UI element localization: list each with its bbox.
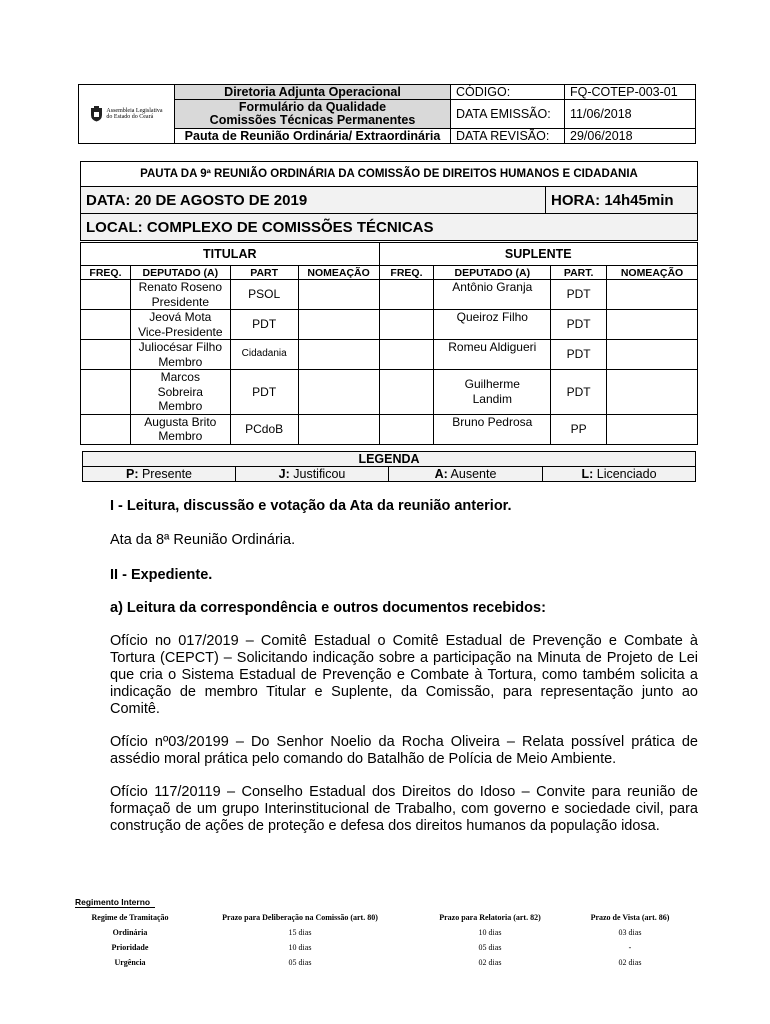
part-cell: Cidadania [230,340,298,370]
suplente-name: Antônio Granja [434,280,551,310]
table-row [81,340,698,370]
legend-key: L: [581,467,594,481]
regimento-cell: 15 dias [288,928,312,937]
regimento-cell: Urgência [114,958,146,967]
table-row [75,925,695,940]
suplente-header: SUPLENTE [379,243,697,266]
part-cell: PDT [230,370,298,415]
nomeacao-cell [607,414,698,444]
freq-cell [81,370,131,415]
legend-item [543,467,696,482]
form-title-line1: Formulário da Qualidade [238,100,387,114]
pauta-title: PAUTA DA 9ª REUNIÃO ORDINÁRIA DA COMISSÃO DE DIREITOS HUMANOS E CIDADANIA [81,162,698,187]
oficio-paragraph-1: Ofício no 017/2019 – Comitê Estadual o Comitê Estadual de Prevenção e Combate à Tortura (CEPCT) – Solicitando indicação sobre a participação na Minuta de Projeto de Lei que cria o Sistema Estadual de Prevenção e Combate à Tortura, como também solicita a indicação de membro Titular e Suplente, da Comissão, para representação junto ao Comitê. [110,633,698,717]
col-part: PART. [551,266,607,280]
deputado-name: Marcos Sobreira [157,370,203,399]
regimento-cell: 05 dias [288,958,312,967]
header-directorate: Diretoria Adjunta Operacional [175,85,451,100]
legend-item [389,467,543,482]
regimento-header: Prazo para Relatoria (art. 82) [439,913,541,922]
regimento-header: Regime de Tramitação [91,913,169,922]
freq-cell [379,340,434,370]
members-table [80,242,698,445]
deputado-cell [130,370,230,415]
part-cell: PSOL [230,280,298,310]
deputado-cell [130,310,230,340]
part-cell: PDT [551,340,607,370]
codigo-label: CÓDIGO: [451,85,565,100]
regimento-cell: 02 dias [478,958,502,967]
regimento-section [75,897,695,970]
freq-cell [379,370,434,415]
ata-paragraph: Ata da 8ª Reunião Ordinária. [110,532,296,548]
freq-cell [81,280,131,310]
titular-header: TITULAR [81,243,380,266]
logo-line1: Assembleia Legislativa [106,107,163,114]
nomeacao-cell [298,370,379,415]
legend-key: P: [125,467,139,481]
legend-item [236,467,389,482]
col-nomeacao: NOMEAÇÃO [607,266,698,280]
section-ata-heading: I - Leitura, discussão e votação da Ata da reunião anterior. [110,498,512,514]
suplente-name: Guilherme Landim [464,377,520,406]
section-correspondencia-heading: a) Leitura da correspondência e outros documentos recebidos: [110,600,546,616]
suplente-name: Bruno Pedrosa [434,414,551,444]
codigo-value: FQ-COTEP-003-01 [565,85,696,100]
regimento-header: Prazo para Deliberação na Comissão (art. 80) [222,913,378,922]
emissao-label: DATA EMISSÃO: [451,100,565,129]
table-row [81,310,698,340]
meeting-location: LOCAL: COMPLEXO DE COMISSÕES TÉCNICAS [81,214,698,241]
logo-line2: do Estado do Ceará [106,114,154,120]
regimento-cell: Prioridade [111,943,149,952]
freq-cell [81,414,131,444]
deputado-role: Vice-Presidente [138,324,223,339]
deputado-role: Membro [158,399,203,413]
document-header [78,84,696,144]
col-deputado: DEPUTADO (A) [130,266,230,280]
form-title-line2: Comissões Técnicas Permanentes [209,113,416,127]
col-nomeacao: NOMEAÇÃO [298,266,379,280]
legend-table [82,451,696,482]
section-expediente-heading: II - Expediente. [110,567,213,583]
emissao-value: 11/06/2018 [565,100,696,129]
legend-key: A: [434,467,448,481]
legend-value: Ausente [447,467,497,481]
table-row [75,955,695,970]
freq-cell [379,310,434,340]
col-freq: FREQ. [81,266,131,280]
meeting-date: DATA: 20 DE AGOSTO DE 2019 [81,187,546,214]
part-cell: PDT [551,370,607,415]
table-row [75,940,695,955]
part-cell: PDT [551,310,607,340]
deputado-name: Renato Roseno [138,280,223,294]
regimento-cell: 05 dias [478,943,502,952]
meeting-time: HORA: 14h45min [546,187,698,214]
revisao-value: 29/06/2018 [565,129,696,144]
regimento-title: Regimento Interno [75,897,155,908]
regimento-cell: 02 dias [618,958,642,967]
col-freq: FREQ. [379,266,434,280]
regimento-cell: - [628,943,632,952]
oficio-paragraph-2: Ofício nº03/20199 – Do Senhor Noelio da Rocha Oliveira – Relata possível prática de assédio moral prática pelo comando do Batalhão de Polícia de Meio Ambiente. [110,734,698,767]
header-form-title [175,100,451,129]
legend-item [83,467,236,482]
freq-cell [379,280,434,310]
col-part: PART [230,266,298,280]
table-row [81,280,698,310]
deputado-name: Jeová Mota [149,310,212,324]
pauta-header [80,161,698,241]
nomeacao-cell [298,310,379,340]
table-row [81,414,698,444]
freq-cell [81,310,131,340]
deputado-role: Presidente [151,294,209,309]
deputado-name: Juliocésar Filho [138,340,222,354]
regimento-header: Prazo de Vista (art. 86) [590,913,670,922]
nomeacao-cell [298,280,379,310]
part-cell: PCdoB [230,414,298,444]
regimento-table [75,910,695,970]
part-cell: PDT [230,310,298,340]
legend-value: Licenciado [593,467,657,481]
logo-cell [79,85,175,144]
legend-value: Justificou [289,467,346,481]
legend-title: LEGENDA [83,452,696,467]
regimento-cell: 10 dias [478,928,502,937]
deputado-role: Membro [158,429,203,443]
coat-of-arms-icon [90,106,103,122]
nomeacao-cell [298,340,379,370]
nomeacao-cell [607,280,698,310]
deputado-cell [130,414,230,444]
revisao-label: DATA REVISÃO: [451,129,565,144]
header-pauta-type: Pauta de Reunião Ordinária/ Extraordinária [175,129,451,144]
legend-value: Presente [138,467,192,481]
part-cell: PP [551,414,607,444]
nomeacao-cell [607,310,698,340]
col-deputado: DEPUTADO (A) [434,266,551,280]
nomeacao-cell [607,340,698,370]
deputado-cell [130,340,230,370]
regimento-cell: 03 dias [618,928,642,937]
oficio-paragraph-3: Ofício 117/20119 – Conselho Estadual dos Direitos do Idoso – Convite para reunião de formaçaõ de um grupo Interinstitucional de Trabalho, com governo e sociedade civil, para construção de ações de proteção e defesa dos direitos humanos da população idosa. [110,784,698,834]
legend-key: J: [278,467,290,481]
nomeacao-cell [298,414,379,444]
deputado-role: Membro [158,354,203,369]
deputado-cell [130,280,230,310]
table-row [81,370,698,415]
suplente-cell [434,370,551,415]
suplente-name: Romeu Aldigueri [434,340,551,370]
freq-cell [379,414,434,444]
regimento-cell: 10 dias [288,943,312,952]
nomeacao-cell [607,370,698,415]
regimento-cell: Ordinária [112,928,148,937]
deputado-name: Augusta Brito [144,414,217,429]
suplente-name: Queiroz Filho [434,310,551,340]
part-cell: PDT [551,280,607,310]
freq-cell [81,340,131,370]
